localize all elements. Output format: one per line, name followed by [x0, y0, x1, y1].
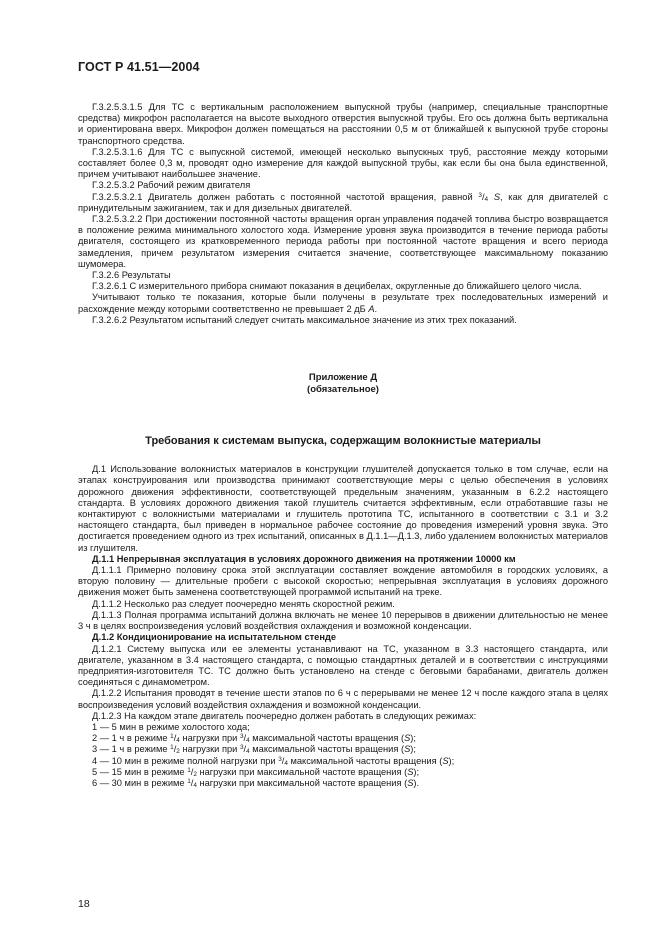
p8-post: .	[374, 303, 378, 314]
fraction: $^3/_4$	[239, 744, 250, 756]
fraction: $^1/_2$	[187, 766, 197, 778]
mode-item-6: 6 — 30 мин в режиме $^1/_4$ нагрузки при максимальной частоте вращения (S).	[92, 777, 420, 789]
paragraph-g3-2-6-1: Г.3.2.6.1 С измерительного прибора снимают показания в децибелах, округленные до ближайшего целого числа.	[92, 281, 582, 292]
paragraph-d1-2-3: Д.1.2.3 На каждом этапе двигатель поочередно должен работать в следующих режимах:	[92, 710, 477, 721]
fraction: $^1/_2$	[170, 744, 180, 756]
p4-post: , как для двигателей с принудительным зажиганием, так и для дизельных двигателей.	[78, 191, 608, 213]
annex-heading	[78, 372, 608, 395]
annex-label: Приложение Д	[308, 372, 378, 384]
paragraph-g3-2-5-3-1-5: Г.3.2.5.3.1.5 Для ТС с вертикальным расположением выпускной трубы (например, специальные транспортные средства) микрофон располагается на высоте выходного отверстия выпускной трубы. Его ось должна быть вертикальна и ориентирована вверх. Микрофон должен помещаться на расстоянии 0,5 м от ближайшей к выпускной трубе стороны транспортного средства.	[78, 102, 608, 146]
symbol-a: A	[368, 303, 375, 314]
mode-item-2: 2 — 1 ч в режиме $^1/_4$ нагрузки при $^3/_4$ максимальной частоты вращения (S);	[92, 733, 416, 745]
fraction-three-quarters: $^3/_4$	[478, 191, 489, 203]
annex-status: (обязательное)	[307, 383, 379, 395]
section-g-text	[78, 102, 608, 326]
heading-d1-1: Д.1.1 Непрерывная эксплуатация в условиях дорожного движения на протяжении 10000 км	[92, 553, 516, 564]
mode-item-3: 3 — 1 ч в режиме $^1/_2$ нагрузки при $^3/_4$ максимальной частоты вращения (S);	[92, 744, 416, 756]
mode-list	[78, 722, 608, 789]
paragraph-d1-1-1: Д.1.1.1 Примерно половину срока этой эксплуатации составляет вождение автомобиля в городских условиях, а вторую половину — длительные пробеги с высокой скоростью; непрерывная эксплуатация в условиях дорожного движения может быть заменена соответствующей программой испытаний на треке.	[78, 565, 608, 598]
mode-item-1: 1 — 5 мин в режиме холостого хода;	[92, 721, 250, 732]
subheading-results: Г.3.2.6 Результаты	[92, 270, 171, 281]
subheading-engine-mode: Г.3.2.5.3.2 Рабочий режим двигателя	[92, 180, 251, 191]
fraction: $^1/_4$	[187, 777, 197, 789]
mode-item-4: 4 — 10 мин в режиме полной нагрузки при $^3/_4$ максимальной частоты вращения (S);	[92, 755, 455, 767]
mode-item-5: 5 — 15 мин в режиме $^1/_2$ нагрузки при максимальной частоте вращения (S);	[92, 766, 420, 778]
heading-d1-2: Д.1.2 Кондиционирование на испытательном стенде	[92, 632, 337, 643]
fraction: $^3/_4$	[239, 733, 250, 745]
paragraph-d1-2-1: Д.1.2.1 Систему выпуска или ее элементы устанавливают на ТС, указанном в 3.3 настоящего стандарта, или двигателе, указанном в 3.4 настоящего стандарта, с помощью стандартных деталей и в соответствии с инструкциями предприятия-изготовителя ТС. ТС должно быть установлено на стенде с беговыми барабанами, двигатель должен соединяться с динамометром.	[78, 643, 608, 688]
symbol-s: S	[493, 191, 501, 202]
fraction: $^3/_4$	[278, 755, 288, 767]
p8-pre: Учитывают только те показания, которые были получены в результате трех последовательных измерений и расхождение между которыми соответственно не превышает 2 дБ	[78, 292, 608, 314]
paragraph-readings	[78, 292, 608, 314]
paragraph-g3-2-5-3-2-2: Г.3.2.5.3.2.2 При достижении постоянной частоты вращения орган управления подачей топлива быстро возвращается в положение режима минимального холостого хода. Измерение уровня звука производится в течение периода работы двигателя, состоящего из кратковременного периода работы при постоянной частоте вращения и всего периода замедления, причем результатом измерения считается значение, соответствующее максимальному показанию шумомера.	[78, 214, 608, 269]
p4-pre: Г.3.2.5.3.2.1 Двигатель должен работать с постоянной частотой вращения, равной	[92, 191, 479, 202]
paragraph-d1: Д.1 Использование волокнистых материалов в конструкции глушителей допускается только в том случае, если на этапах конструирования или производства принимают соответствующие меры с целью обеспечения в условиях дорожного движения эффективности, соответствующей предельным значениям, указанным в 6.2.2 настоящего стандарта. В условиях дорожного движения такой глушитель считается эффективным, если отработавшие газы не контактируют с волокнистыми материалами и глушитель прототипа ТС, испытанного в соответствии с 3.1 и 3.2 настоящего стандарта, был приведен в нормальное рабочее состояние до проведения измерений уровня звука. Это достигается проведением одного из трех испытаний, описанных в Д.1.1—Д.1.3, либо удалением волокнистых материалов из глушителя.	[78, 464, 608, 553]
paragraph-g3-2-5-3-2-1	[78, 192, 608, 214]
paragraph-d1-2-2: Д.1.2.2 Испытания проводят в течение шести этапов по 6 ч с перерывами не менее 12 ч после каждого этапа в целях воспроизведения условий воздействия охлаждения и возможной конденсации.	[78, 688, 608, 710]
fraction: $^1/_4$	[170, 733, 180, 745]
page-number: 18	[78, 898, 90, 910]
section-d-text	[78, 464, 608, 789]
paragraph-d1-1-3: Д.1.1.3 Полная программа испытаний должна включать не менее 10 перерывов в движении длительностью не менее 3 ч в целях воспроизведения условий воздействия охлаждения и возможной конденсации.	[78, 609, 608, 632]
page-header: ГОСТ Р 41.51—2004	[78, 60, 200, 74]
paragraph-d1-1-2: Д.1.1.2 Несколько раз следует поочередно менять скоростной режим.	[92, 598, 395, 609]
paragraph-g3-2-6-2: Г.3.2.6.2 Результатом испытаний следует считать максимальное значение из этих трех показаний.	[92, 314, 517, 325]
paragraph-g3-2-5-3-1-6: Г.3.2.5.3.1.6 Для ТС с выпускной системой, имеющей несколько выпускных труб, расстояние между которыми составляет более 0,3 м, проводят одно измерение для каждой выпускной трубы, как если бы она была единственной, причем учитывают наибольшее значение.	[78, 146, 608, 180]
annex-title: Требования к системам выпуска, содержащим волокнистые материалы	[145, 435, 541, 448]
